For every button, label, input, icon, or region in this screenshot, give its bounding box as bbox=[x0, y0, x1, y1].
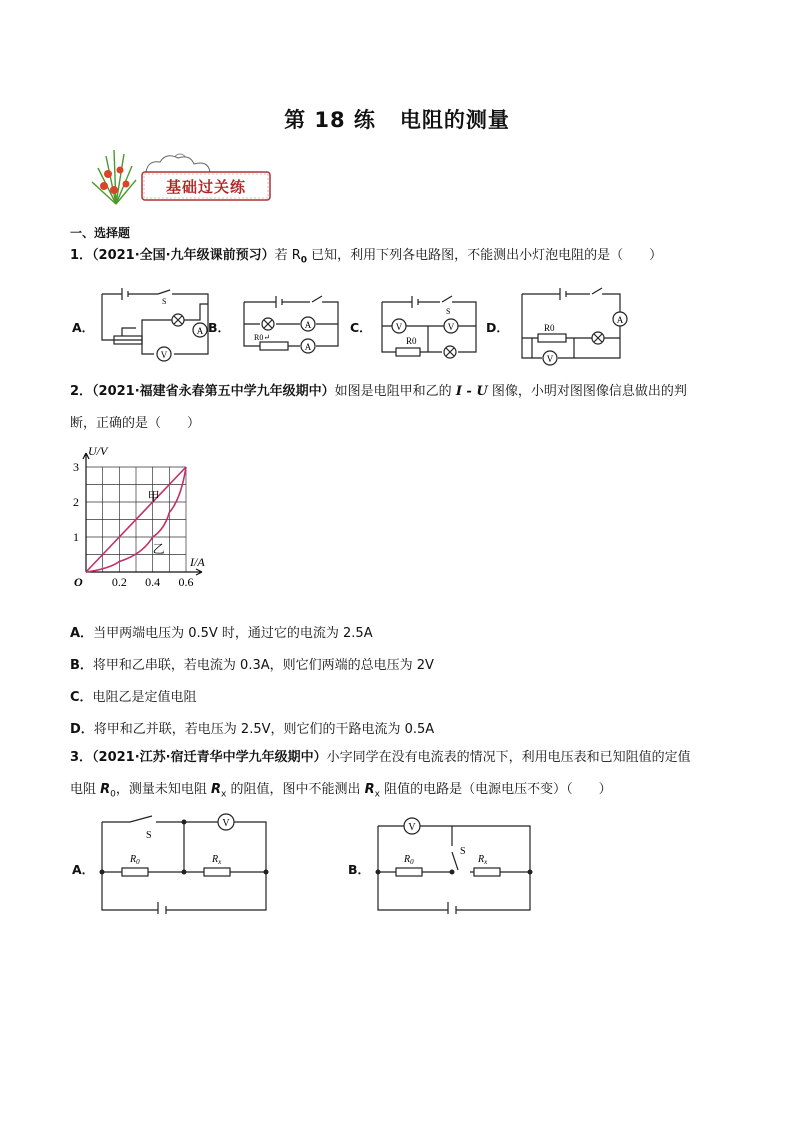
svg-text:A: A bbox=[196, 326, 204, 336]
q2-option-c[interactable]: C．电阻乙是定值电阻 bbox=[70, 690, 197, 705]
cloud-sun-icon bbox=[146, 154, 210, 172]
q2-option-b[interactable]: B．将甲和乙串联，若电流为 0.3A，则它们两端的总电压为 2V bbox=[70, 658, 434, 673]
q1-option-b-label[interactable]: B． bbox=[208, 320, 231, 335]
badge-label: 基础过关练 bbox=[165, 178, 246, 196]
svg-text:V: V bbox=[447, 322, 455, 332]
section-heading: 一、选择题 bbox=[70, 226, 131, 240]
y-tick-label: 2 bbox=[73, 495, 79, 509]
x-axis-label: I/A bbox=[190, 555, 205, 569]
svg-text:V: V bbox=[408, 822, 416, 833]
svg-text:R0: $R_0$ bbox=[130, 854, 140, 866]
y-axis-label: U/V bbox=[88, 444, 108, 458]
q2-option-d[interactable]: D．将甲和乙并联，若电压为 2.5V，则它们的干路电流为 0.5A bbox=[70, 722, 435, 737]
q1-option-d-label[interactable]: D． bbox=[486, 320, 509, 335]
svg-text:S: S bbox=[162, 297, 167, 306]
svg-text:V: V bbox=[395, 322, 403, 332]
q1-option-a-label[interactable]: A． bbox=[72, 320, 95, 335]
svg-text:V: V bbox=[546, 354, 554, 364]
y-tick-label: 1 bbox=[73, 530, 79, 544]
q2-option-a[interactable]: A．当甲两端电压为 0.5V 时，通过它的电流为 2.5A bbox=[70, 626, 373, 641]
origin-label: O bbox=[74, 575, 83, 586]
svg-text:V: V bbox=[222, 818, 230, 829]
svg-text:R0↵: R0↵ bbox=[254, 333, 271, 342]
svg-text:S: S bbox=[460, 846, 466, 857]
question-2: 2．（2021·福建省永春第五中学九年级期中）如图是电阻甲和乙的 I - U 图像，小明对图图像信息做出的判 bbox=[70, 384, 687, 399]
svg-text:Rx: $R_x$ bbox=[478, 854, 488, 866]
iu-chart bbox=[66, 436, 226, 586]
x-tick-label: 0.4 bbox=[145, 575, 161, 586]
q1-option-c-label[interactable]: C． bbox=[350, 320, 372, 335]
q1-circuit-a bbox=[96, 284, 216, 368]
x-tick-label: 0.6 bbox=[178, 575, 194, 586]
question-1: 1．（2021·全国·九年级课前预习）若 $R_0$ 已知，利用下列各电路图，不能测出小灯泡电阻的是（ ） bbox=[70, 248, 663, 266]
q1-circuit-c bbox=[376, 292, 486, 364]
flower-icon bbox=[92, 150, 136, 204]
x-tick-label: 0.2 bbox=[111, 575, 127, 586]
svg-text:A: A bbox=[304, 342, 312, 352]
y-tick-label: 3 bbox=[73, 460, 79, 474]
svg-text:S: S bbox=[446, 307, 451, 316]
q3-circuit-b bbox=[372, 812, 536, 914]
q3-circuit-a bbox=[96, 812, 272, 914]
svg-text:S: S bbox=[146, 830, 152, 841]
svg-text:R0: $R_0$ bbox=[404, 854, 414, 866]
question-2-cont: 断，正确的是（ ） bbox=[70, 416, 201, 431]
question-3: 3．（2021·江苏·宿迁青华中学九年级期中）小字同学在没有电流表的情况下，利用电压表和已知阻值的定值 bbox=[70, 750, 691, 765]
page-title: 第 18 练 电阻的测量 bbox=[284, 108, 510, 132]
svg-text:R0: R0 bbox=[544, 323, 555, 333]
svg-text:A: A bbox=[304, 320, 312, 330]
q3-option-a-label[interactable]: A． bbox=[72, 862, 95, 877]
section-badge bbox=[86, 146, 276, 206]
series-label-yi: 乙 bbox=[152, 541, 165, 556]
q1-circuit-b bbox=[238, 294, 344, 362]
question-3-cont: 电阻 $R_0$，测量未知电阻 $R_x$ 的阻值，图中不能测出 $R_x$ 阻值的电路是（电源电压不变）（ ） bbox=[70, 782, 612, 800]
svg-text:A: A bbox=[616, 315, 624, 325]
q1-circuit-d bbox=[516, 286, 632, 366]
svg-text:R0: R0 bbox=[406, 336, 417, 346]
svg-text:Rx: $R_x$ bbox=[212, 854, 222, 866]
svg-text:V: V bbox=[160, 350, 168, 360]
q3-option-b-label[interactable]: B． bbox=[348, 862, 371, 877]
series-label-jia: 甲 bbox=[147, 489, 160, 504]
